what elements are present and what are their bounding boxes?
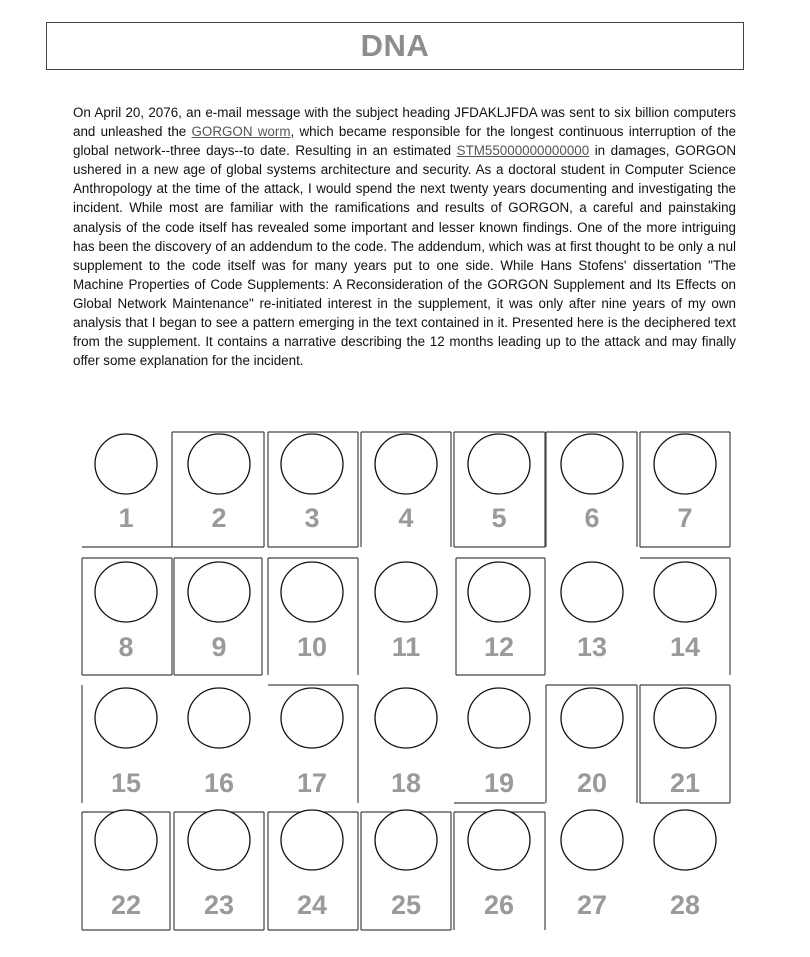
cell-number: 28 (669, 890, 701, 920)
cell-circle (654, 688, 716, 748)
cell-circle (95, 688, 157, 748)
cell-number: 13 (576, 632, 608, 662)
cell-circle (188, 562, 250, 622)
cell-number: 11 (391, 632, 421, 662)
intro-text-1: On April 20, 2076, an e-mail message with the subject heading JFDAKLJFDA was sent to six billion computers and unleashed the (73, 105, 736, 140)
cell-number: 3 (304, 503, 320, 533)
cell-number: 10 (296, 632, 328, 662)
cell-number: 20 (576, 768, 608, 798)
cell-number: 8 (118, 632, 134, 662)
day-cell (375, 810, 437, 920)
cell-circle (281, 434, 343, 494)
cell-number: 6 (584, 503, 600, 533)
day-cell (95, 434, 157, 533)
cell-circle (468, 810, 530, 870)
day-cell (95, 562, 157, 662)
day-cell (95, 688, 157, 798)
cell-number: 24 (296, 890, 328, 920)
cell-circle (561, 810, 623, 870)
day-cell (188, 810, 250, 920)
cell-circle (561, 434, 623, 494)
cell-circle (281, 688, 343, 748)
day-cell (188, 434, 250, 533)
cell-number: 22 (110, 890, 142, 920)
cell-number: 18 (390, 768, 422, 798)
day-cell (561, 562, 623, 662)
day-cell (468, 562, 530, 662)
intro-text-2: , which became responsible for the longest continuous interruption of the global network--three days--to date. Resulting in an estimated (73, 124, 736, 159)
cell-number: 16 (203, 768, 235, 798)
day-cell (654, 562, 716, 662)
cell-number: 4 (398, 503, 414, 533)
day-cell (281, 688, 343, 798)
cell-circle (468, 434, 530, 494)
day-cell (561, 434, 623, 533)
cell-circle (188, 688, 250, 748)
cell-circle (188, 810, 250, 870)
cell-circle (654, 562, 716, 622)
intro-text-3: in damages, GORGON ushered in a new age of global systems architecture and security. As a doctoral student in Computer Science Anthropology at the time of the attack, I would spend the next twenty years documenting and investigating the incident. While most are familiar with the ramifications and results of GORGON, a careful and painstaking analysis of the code itself has revealed some important and lesser known findings. One of the more intriguing has been the discovery of an addendum to the code. The addendum, which was at first thought to be only a nul supplement to the code itself was for many years put to one side. While Hans Stofens' dissertation "The Machine Properties of Code Supplements: A Reconsideration of the GORGON Supplement and Its Effects on Global Network Maintenance" re-initiated interest in the supplement, it was only after nine years of my own analysis that I began to see a pattern emerging in the text contained in it. Presented here is the deciphered text from the supplement. It contains a narrative describing the 12 months leading up to the attack and may finally offer some explanation for the incident. (73, 143, 736, 369)
day-cell (561, 810, 623, 920)
cell-circle (375, 434, 437, 494)
day-cell (468, 810, 530, 920)
title-box (46, 22, 744, 70)
cell-circle (281, 562, 343, 622)
cell-number: 17 (296, 768, 328, 798)
day-cell (654, 434, 716, 533)
cell-number: 14 (669, 632, 701, 662)
cell-circle (561, 688, 623, 748)
cell-number: 21 (669, 768, 701, 798)
cell-circle (375, 688, 437, 748)
cell-number: 23 (203, 890, 235, 920)
page-title: DNA (360, 28, 430, 63)
cell-circle (188, 434, 250, 494)
cell-number: 15 (110, 768, 142, 798)
day-cell (375, 688, 437, 798)
cell-number: 26 (483, 890, 515, 920)
cell-circle (375, 810, 437, 870)
cell-circle (561, 562, 623, 622)
cell-circle (95, 434, 157, 494)
day-cell (375, 562, 437, 662)
cell-number: 2 (211, 503, 227, 533)
intro-paragraph (73, 103, 736, 370)
day-cell (188, 688, 250, 798)
day-cell (654, 810, 716, 920)
day-cell (281, 562, 343, 662)
day-cell (468, 434, 530, 533)
cell-number: 25 (390, 890, 422, 920)
cell-circle (95, 562, 157, 622)
cell-circle (654, 434, 716, 494)
day-cell (188, 562, 250, 662)
stm-link[interactable]: STM55000000000000 (456, 143, 590, 159)
day-cell (281, 434, 343, 533)
cell-circle (468, 562, 530, 622)
cell-circle (375, 562, 437, 622)
day-cell (281, 810, 343, 920)
day-cell (95, 810, 157, 920)
day-cell (375, 434, 437, 533)
cell-circle (281, 810, 343, 870)
cell-number: 1 (118, 503, 134, 533)
cell-circle (654, 810, 716, 870)
cell-number: 19 (483, 768, 515, 798)
cell-number: 5 (491, 503, 507, 533)
gorgon-worm-link[interactable]: GORGON worm (191, 124, 291, 140)
cell-circle (468, 688, 530, 748)
cell-circle (95, 810, 157, 870)
cell-number: 12 (483, 632, 515, 662)
day-cell (654, 688, 716, 798)
cell-number: 7 (677, 503, 693, 533)
cell-number: 27 (576, 890, 608, 920)
day-cell (561, 688, 623, 798)
cell-number: 9 (211, 632, 227, 662)
day-cell (468, 688, 530, 798)
